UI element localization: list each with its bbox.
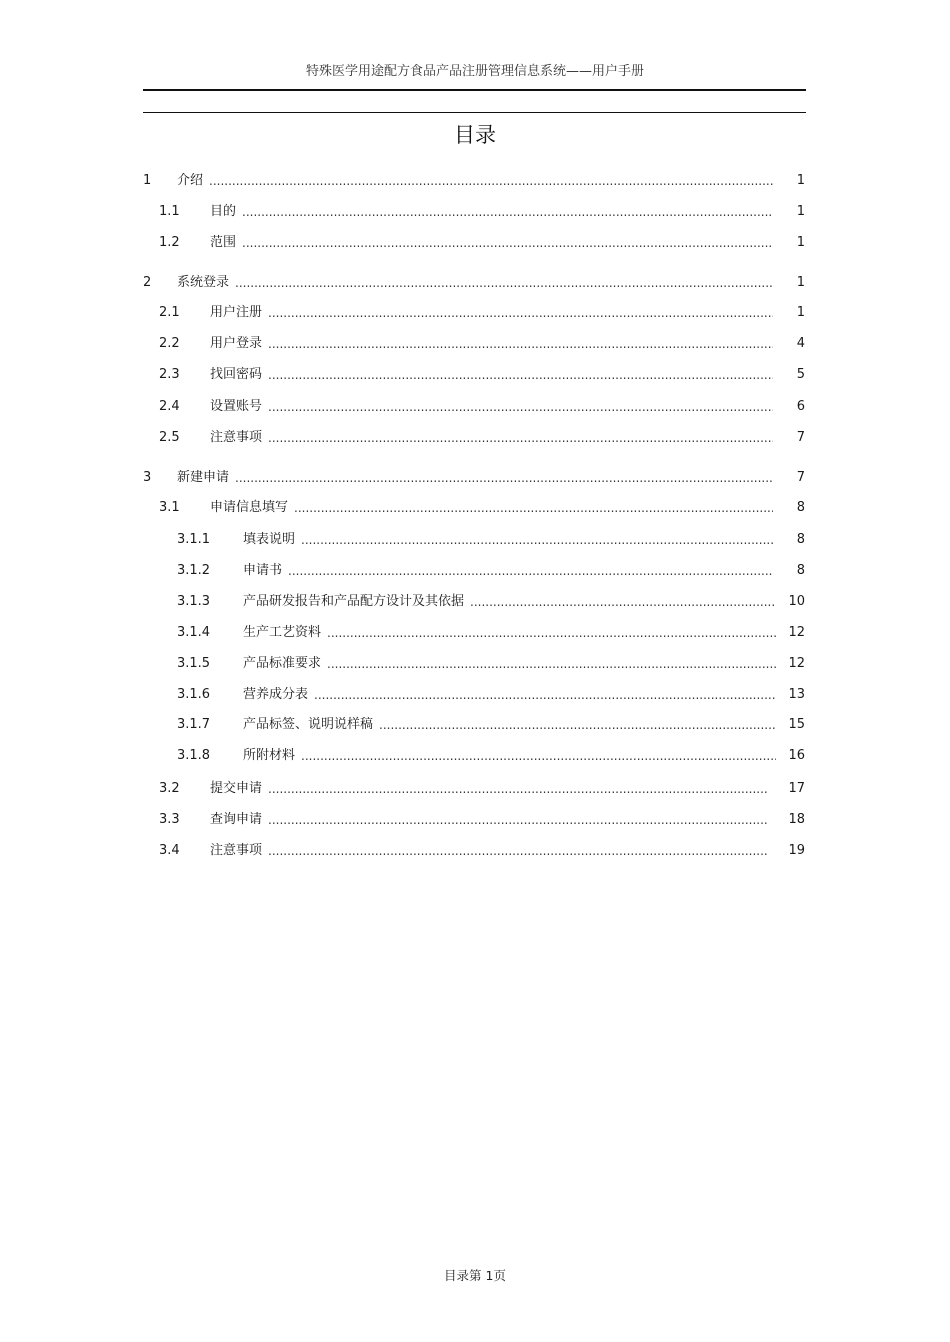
toc-leader-dots (268, 810, 767, 830)
toc-entry-page: 16 (788, 748, 805, 763)
toc-entry-page: 8 (796, 500, 805, 515)
toc-leader-dots (301, 530, 773, 550)
toc-entry-label: 所附材料 (243, 748, 296, 763)
toc-entry-number: 1 (143, 173, 152, 188)
toc-entry[interactable] (0, 654, 950, 674)
toc-entry[interactable] (0, 202, 950, 222)
page-footer: 目录第 1页 (444, 1268, 506, 1283)
toc-leader-dots (242, 202, 773, 222)
toc-entry-page: 18 (788, 812, 805, 827)
toc-entry-label: 产品标准要求 (243, 656, 322, 671)
toc-entry-page: 7 (796, 470, 805, 485)
toc-entry[interactable] (0, 171, 950, 191)
toc-entry-label: 申请信息填写 (210, 500, 289, 515)
toc-entry-page: 12 (788, 625, 805, 640)
toc-leader-dots (268, 841, 767, 861)
toc-leader-dots (301, 746, 776, 766)
toc-leader-dots (268, 428, 773, 448)
toc-entry[interactable] (0, 592, 950, 612)
toc-entry-page: 6 (796, 399, 805, 414)
toc-entry-label: 系统登录 (177, 275, 230, 290)
toc-entry-number: 2.4 (159, 399, 180, 414)
toc-leader-dots (379, 715, 776, 735)
toc-leader-dots (235, 273, 773, 293)
toc-leader-dots (268, 303, 773, 323)
toc-entry[interactable] (0, 233, 950, 253)
toc-entry-label: 新建申请 (177, 470, 230, 485)
toc-entry-number: 1.2 (159, 235, 180, 250)
toc-entry-number: 3.1 (159, 500, 180, 515)
toc-entry-number: 2.3 (159, 367, 180, 382)
toc-entry-number: 3.1.7 (177, 717, 211, 732)
toc-entry-page: 19 (788, 843, 805, 858)
toc-entry-label: 注意事项 (210, 430, 263, 445)
toc-leader-dots (235, 468, 773, 488)
toc-leader-dots (242, 233, 773, 253)
toc-leader-dots (294, 498, 773, 518)
toc-entry-page: 15 (788, 717, 805, 732)
toc-entry[interactable] (0, 273, 950, 293)
header-rule-thin (143, 112, 806, 113)
toc-entry-label: 注意事项 (210, 843, 263, 858)
toc-entry[interactable] (0, 468, 950, 488)
toc-entry[interactable] (0, 623, 950, 643)
toc-entry-number: 2.1 (159, 305, 180, 320)
toc-entry-label: 用户登录 (210, 336, 263, 351)
toc-entry-label: 提交申请 (210, 781, 263, 796)
toc-leader-dots (327, 654, 776, 674)
toc-entry[interactable] (0, 715, 950, 735)
toc-entry-page: 7 (796, 430, 805, 445)
toc-entry[interactable] (0, 779, 950, 799)
toc-entry[interactable] (0, 746, 950, 766)
toc-entry[interactable] (0, 365, 950, 385)
toc-entry-label: 介绍 (177, 173, 204, 188)
toc-leader-dots (314, 685, 776, 705)
toc-entry[interactable] (0, 498, 950, 518)
toc-entry[interactable] (0, 397, 950, 417)
toc-entry[interactable] (0, 530, 950, 550)
toc-entry-number: 1.1 (159, 204, 180, 219)
toc-leader-dots (470, 592, 776, 612)
toc-entry-page: 12 (788, 656, 805, 671)
toc-entry-number: 3.3 (159, 812, 180, 827)
toc-entry[interactable] (0, 561, 950, 581)
toc-entry-page: 10 (788, 594, 805, 609)
toc-leader-dots (268, 334, 773, 354)
toc-leader-dots (268, 779, 767, 799)
toc-entry-label: 填表说明 (243, 532, 296, 547)
toc-entry-label: 营养成分表 (243, 687, 309, 702)
toc-entry-label: 产品研发报告和产品配方设计及其依据 (243, 594, 465, 609)
toc-entry-label: 用户注册 (210, 305, 263, 320)
toc-leader-dots (268, 397, 773, 417)
toc-entry-page: 17 (788, 781, 805, 796)
toc-entry-label: 设置账号 (210, 399, 263, 414)
toc-entry-number: 3.1.6 (177, 687, 211, 702)
toc-entry-label: 找回密码 (210, 367, 263, 382)
toc-entry-page: 1 (796, 305, 805, 320)
document-header: 特殊医学用途配方食品产品注册管理信息系统——用户手册 (305, 64, 644, 79)
toc-entry-number: 3.1.3 (177, 594, 211, 609)
toc-entry-label: 生产工艺资料 (243, 625, 322, 640)
toc-entry-page: 1 (796, 275, 805, 290)
toc-entry-label: 目的 (210, 204, 237, 219)
toc-entry-number: 3 (143, 470, 152, 485)
toc-entry-page: 8 (796, 563, 805, 578)
toc-entry-number: 3.1.4 (177, 625, 211, 640)
toc-entry-page: 1 (796, 235, 805, 250)
toc-entry-page: 1 (796, 173, 805, 188)
toc-entry-number: 3.1.5 (177, 656, 211, 671)
toc-entry-page: 1 (796, 204, 805, 219)
toc-entry-page: 5 (796, 367, 805, 382)
toc-entry-number: 2.2 (159, 336, 180, 351)
toc-entry-page: 8 (796, 532, 805, 547)
toc-entry-number: 3.1.8 (177, 748, 211, 763)
toc-leader-dots (209, 171, 773, 191)
toc-entry-number: 3.1.2 (177, 563, 211, 578)
toc-entry-page: 4 (796, 336, 805, 351)
toc-leader-dots (268, 365, 773, 385)
toc-entry[interactable] (0, 685, 950, 705)
toc-entry[interactable] (0, 334, 950, 354)
header-rule-thick (143, 89, 806, 91)
toc-entry-number: 3.4 (159, 843, 180, 858)
toc-leader-dots (327, 623, 776, 643)
toc-entry-label: 产品标签、说明说样稿 (243, 717, 374, 732)
toc-entry-number: 3.2 (159, 781, 180, 796)
toc-entry-page: 13 (788, 687, 805, 702)
toc-entry-number: 2.5 (159, 430, 180, 445)
toc-leader-dots (288, 561, 773, 581)
toc-entry[interactable] (0, 428, 950, 448)
toc-entry[interactable] (0, 810, 950, 830)
toc-entry-number: 2 (143, 275, 152, 290)
toc-entry-label: 查询申请 (210, 812, 263, 827)
toc-entry-label: 范围 (210, 235, 237, 250)
toc-title: 目录 (454, 123, 496, 147)
toc-entry-label: 申请书 (243, 563, 283, 578)
toc-entry[interactable] (0, 303, 950, 323)
toc-entry[interactable] (0, 841, 950, 861)
toc-entry-number: 3.1.1 (177, 532, 211, 547)
